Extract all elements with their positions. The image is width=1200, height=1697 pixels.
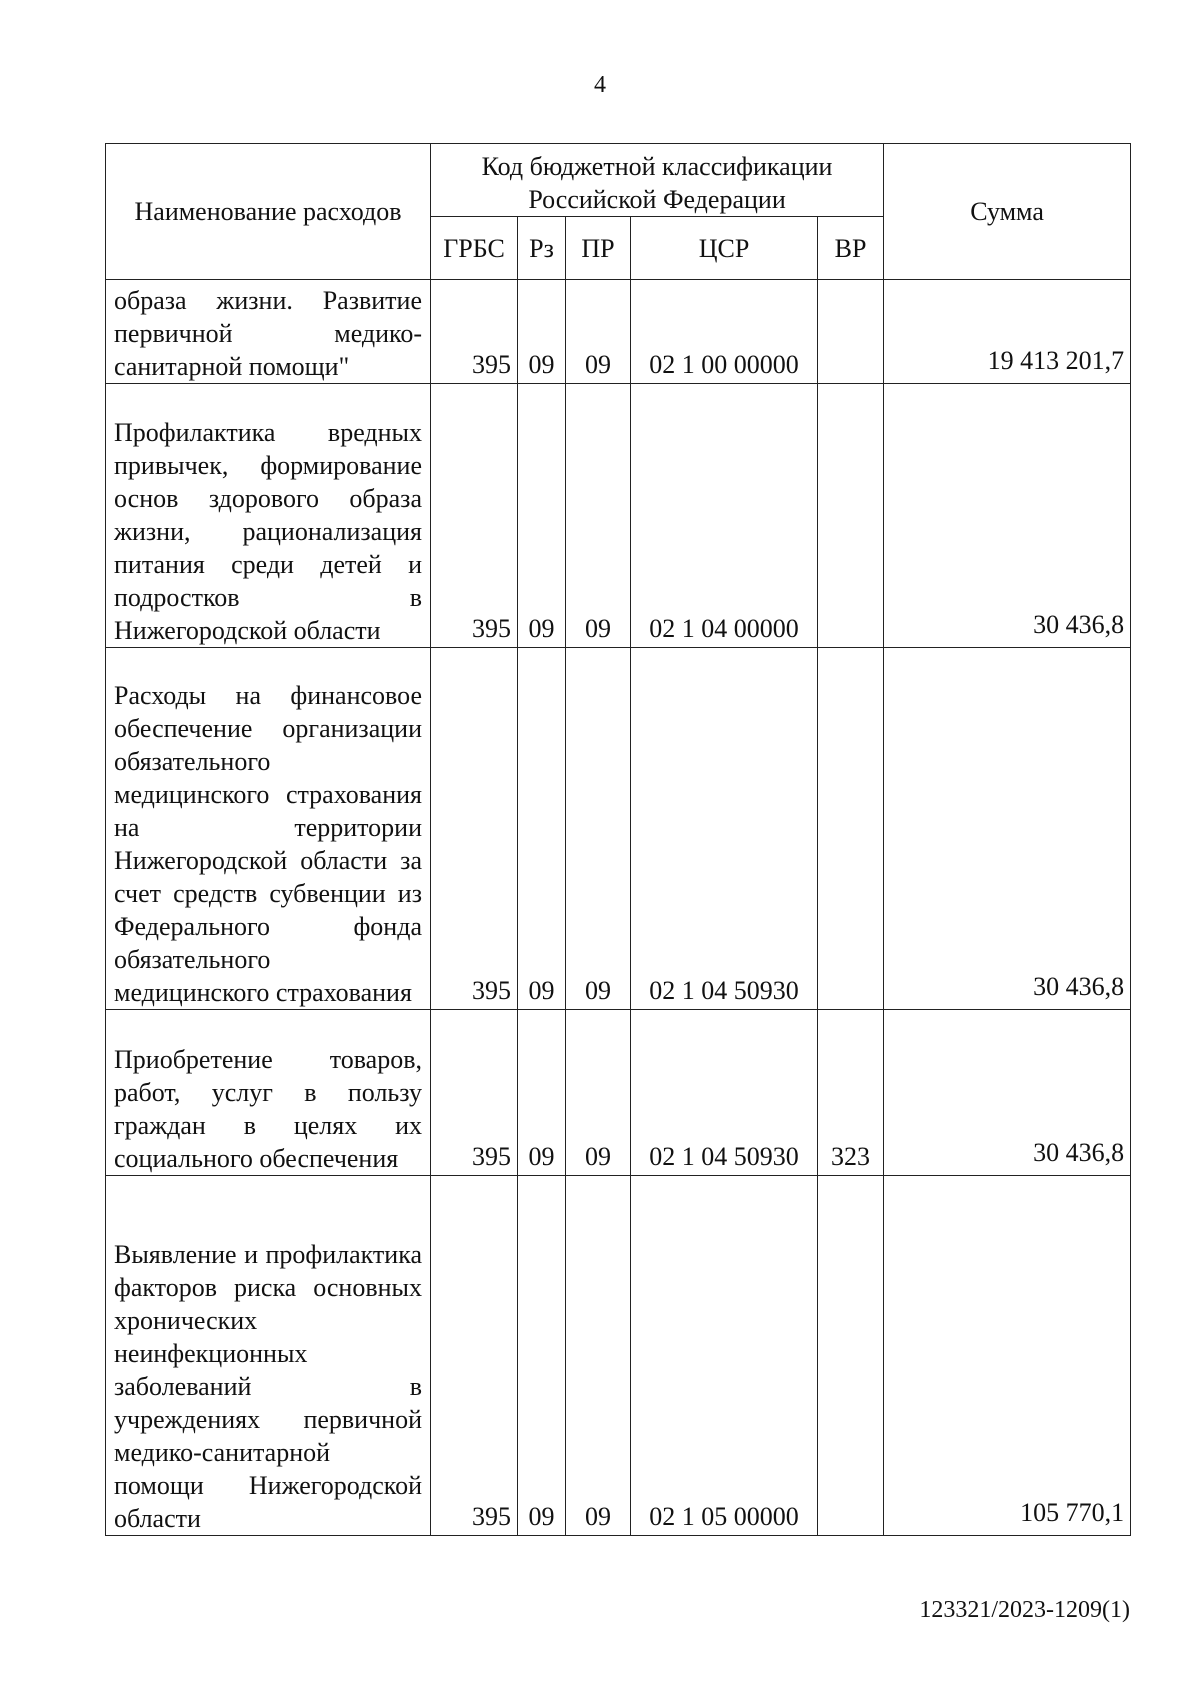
row-pr: 09 — [566, 280, 631, 384]
header-name: Наименование расходов — [106, 144, 431, 280]
budget-table — [105, 143, 1131, 1536]
row-grbs: 395 — [431, 1010, 518, 1176]
row-sum: 30 436,8 — [884, 384, 1131, 648]
row-vr — [818, 1176, 884, 1536]
table-row — [106, 1176, 1131, 1536]
table-row — [106, 384, 1131, 648]
row-sum: 30 436,8 — [884, 648, 1131, 1010]
header-rz: Рз — [518, 217, 566, 280]
row-csr: 02 1 04 50930 — [631, 1010, 818, 1176]
header-code-group: Код бюджетной классификации Российской Федерации — [431, 144, 884, 217]
row-name: Профилактика вредных привычек, формирование основ здорового образа жизни, рационализация питания среди детей и подростков в Нижегородской области — [106, 384, 431, 648]
row-grbs: 395 — [431, 648, 518, 1010]
header-pr: ПР — [566, 217, 631, 280]
row-rz: 09 — [518, 1176, 566, 1536]
document-id: 123321/2023-1209(1) — [919, 1597, 1130, 1623]
row-sum: 105 770,1 — [884, 1176, 1131, 1536]
row-csr: 02 1 04 00000 — [631, 384, 818, 648]
row-grbs: 395 — [431, 1176, 518, 1536]
row-csr: 02 1 05 00000 — [631, 1176, 818, 1536]
table-row — [106, 280, 1131, 384]
row-csr: 02 1 04 50930 — [631, 648, 818, 1010]
row-rz: 09 — [518, 648, 566, 1010]
row-pr: 09 — [566, 1010, 631, 1176]
row-grbs: 395 — [431, 280, 518, 384]
header-csr: ЦСР — [631, 217, 818, 280]
row-rz: 09 — [518, 280, 566, 384]
row-pr: 09 — [566, 384, 631, 648]
page-number: 4 — [594, 72, 606, 98]
row-vr — [818, 648, 884, 1010]
row-rz: 09 — [518, 384, 566, 648]
row-vr — [818, 280, 884, 384]
row-pr: 09 — [566, 648, 631, 1010]
table-row — [106, 648, 1131, 1010]
row-sum: 30 436,8 — [884, 1010, 1131, 1176]
row-vr — [818, 384, 884, 648]
header-sum: Сумма — [884, 144, 1131, 280]
row-name: Приобретение товаров, работ, услуг в пользу граждан в целях их социального обеспечения — [106, 1010, 431, 1176]
row-sum: 19 413 201,7 — [884, 280, 1131, 384]
header-grbs: ГРБС — [431, 217, 518, 280]
row-rz: 09 — [518, 1010, 566, 1176]
row-name: Расходы на финансовое обеспечение организации обязательного медицинского страхования на территории Нижегородской области за счет средств субвенции из Федерального фонда обязательного медицинского страхования — [106, 648, 431, 1010]
table-row — [106, 1010, 1131, 1176]
row-pr: 09 — [566, 1176, 631, 1536]
row-grbs: 395 — [431, 384, 518, 648]
row-name: образа жизни. Развитие первичной медико-санитарной помощи" — [106, 280, 431, 384]
row-name: Выявление и профилактика факторов риска основных хронических неинфекционных заболеваний в учреждениях первичной медико-санитарной помощи Нижегородской области — [106, 1176, 431, 1536]
row-vr: 323 — [818, 1010, 884, 1176]
header-vr: ВР — [818, 217, 884, 280]
header-row-top — [106, 144, 1131, 217]
row-csr: 02 1 00 00000 — [631, 280, 818, 384]
